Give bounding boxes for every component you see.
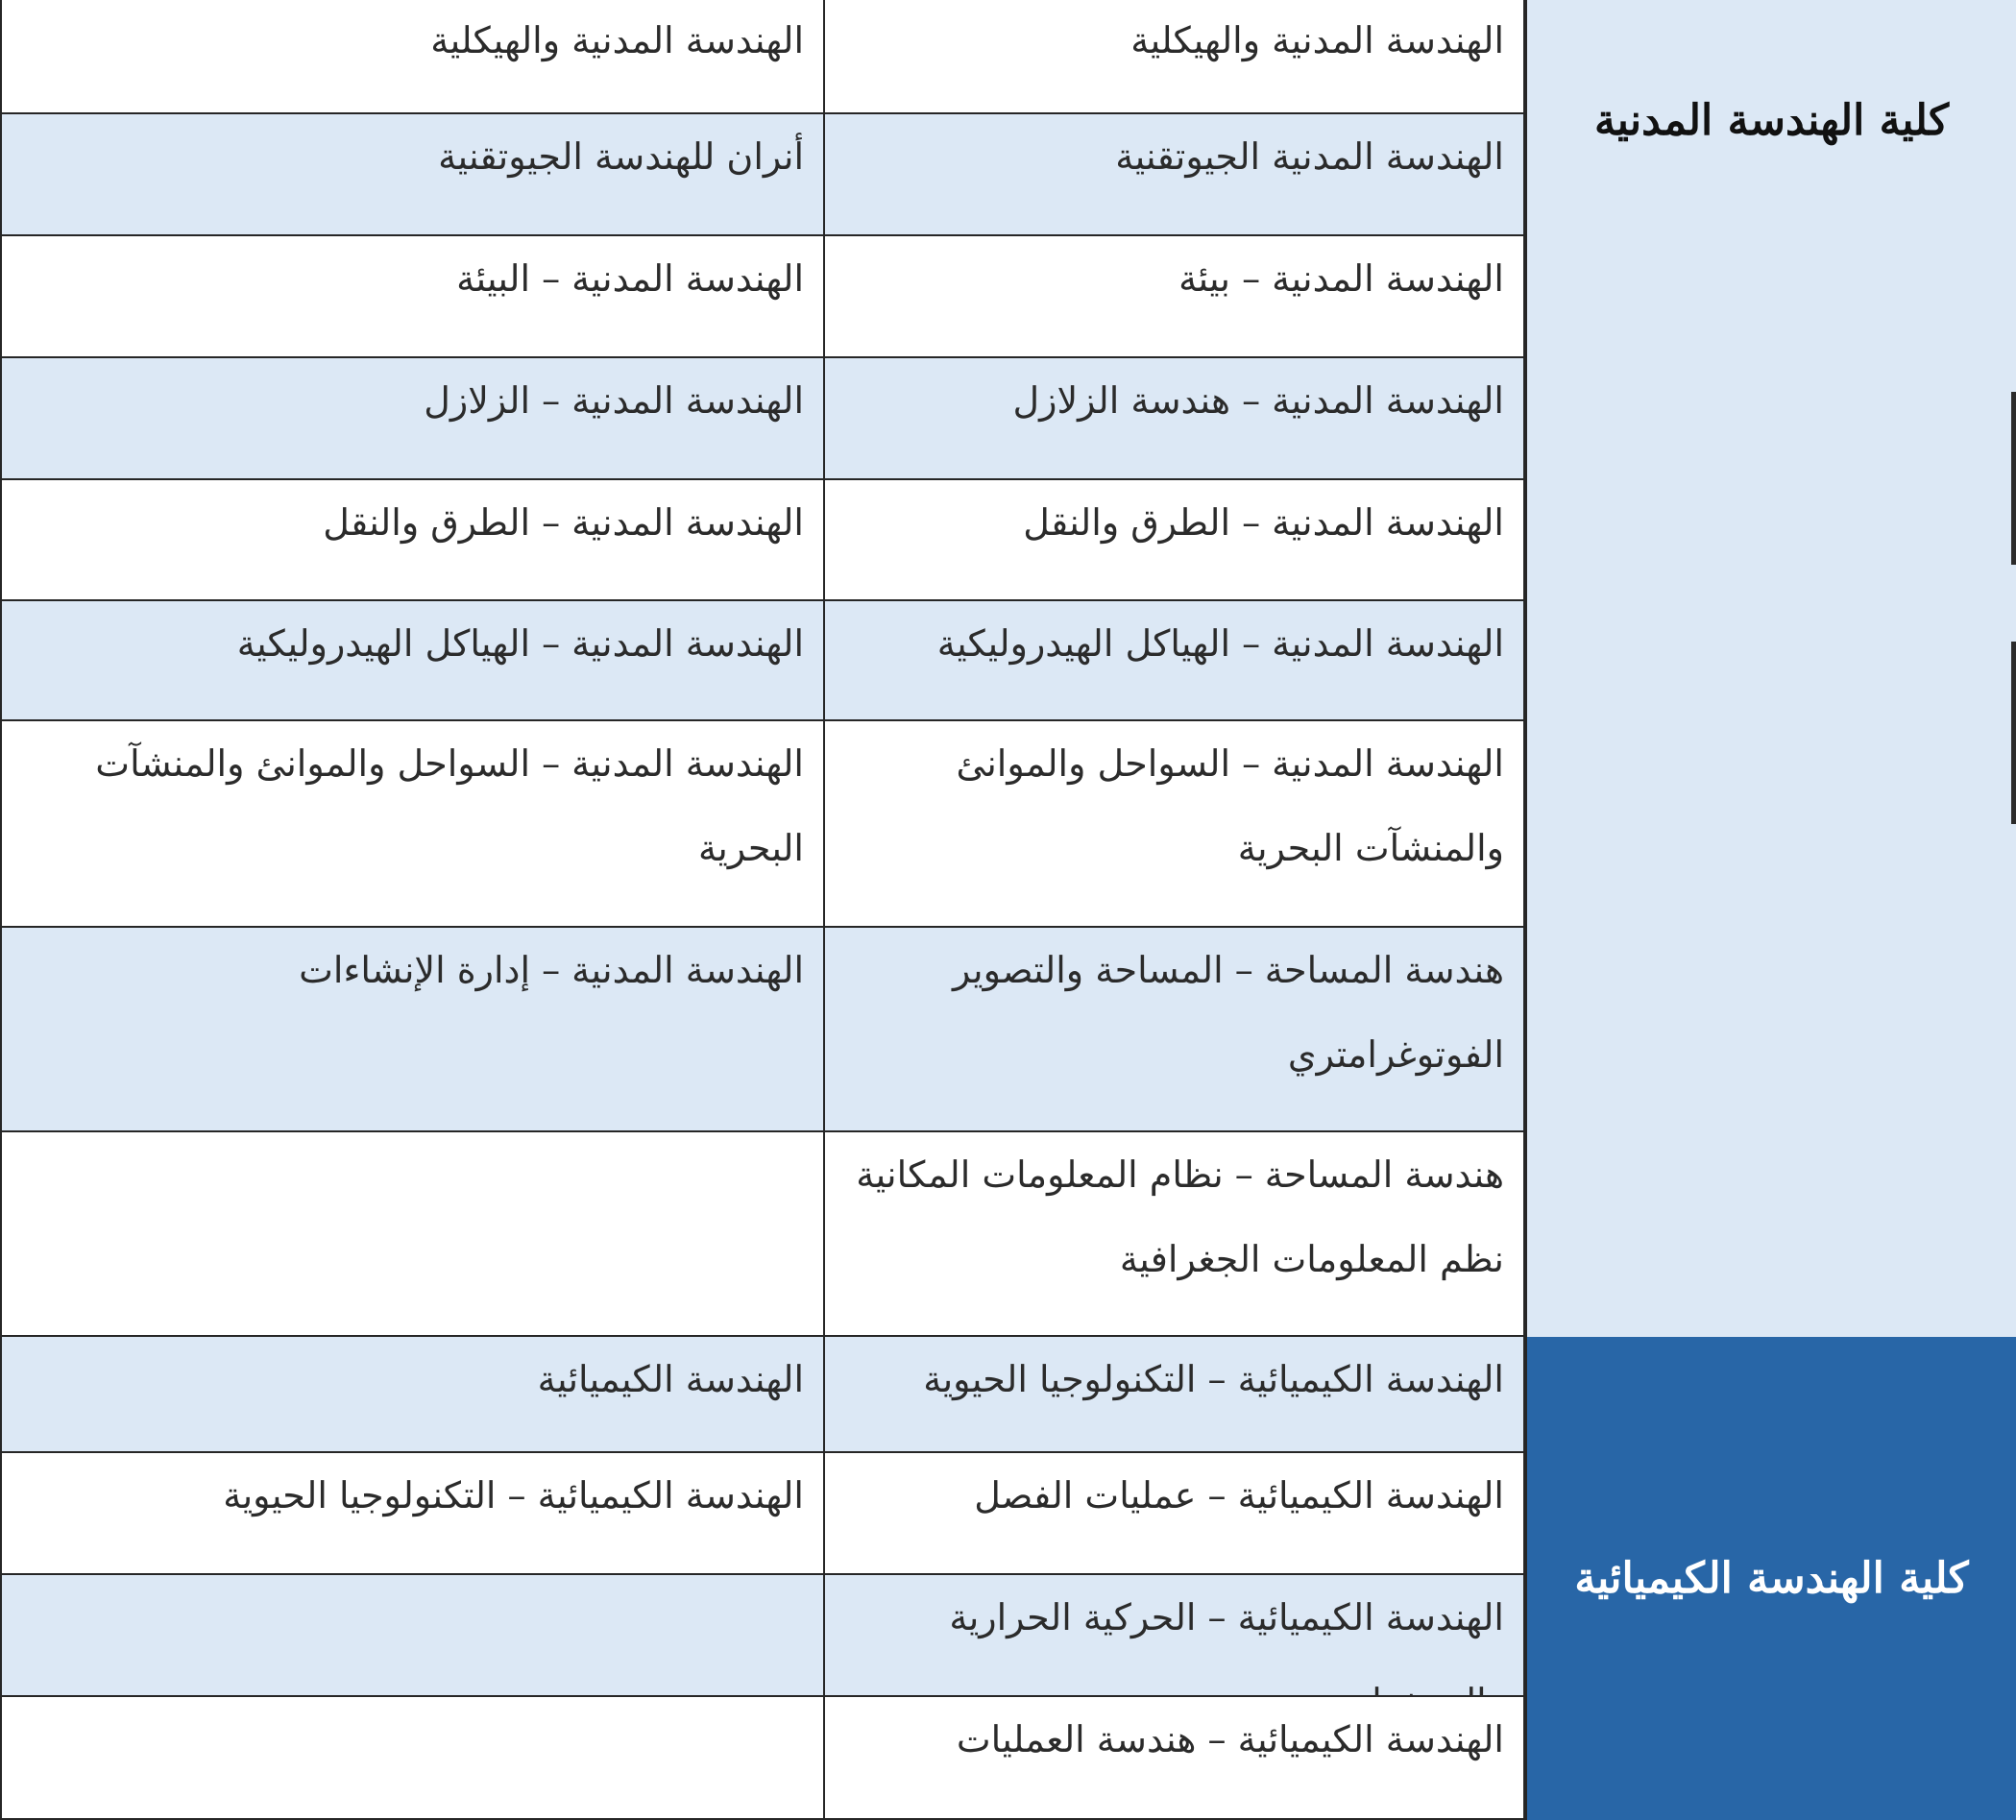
table-row <box>0 601 1525 721</box>
program-cell: الهندسة المدنية الجيوتقنية <box>825 114 1525 236</box>
edge-divider <box>2011 392 2016 565</box>
alt-program-cell: الهندسة المدنية – الهياكل الهيدروليكية <box>0 601 825 721</box>
program-cell: الهندسة الكيميائية – الحركية الحرارية <box>825 1575 1525 1697</box>
alt-program-cell: الهندسة الكيميائية <box>0 1337 825 1453</box>
program-cell: الهندسة المدنية – بيئة <box>825 236 1525 358</box>
edge-divider <box>2011 642 2016 824</box>
table-row <box>0 928 1525 1132</box>
program-cell: الهندسة المدنية – هندسة الزلازل <box>825 358 1525 480</box>
program-cell: هندسة المساحة – نظام المعلومات المكانية نظم المعلومات الجغرافية <box>825 1132 1525 1337</box>
table-row <box>0 236 1525 358</box>
table-row <box>0 721 1525 928</box>
table-row <box>0 1337 1525 1453</box>
alt-program-cell: الهندسة المدنية – الزلازل <box>0 358 825 480</box>
table-row <box>0 1453 1525 1575</box>
program-cell: الهندسة الكيميائية – عمليات الفصل <box>825 1453 1525 1575</box>
alt-program-cell: الهندسة المدنية والهيكلية <box>0 0 825 114</box>
table-row <box>0 358 1525 480</box>
table-row <box>0 1575 1525 1697</box>
table-row <box>0 480 1525 601</box>
college-civil-engineering <box>1525 0 2016 1337</box>
table-row <box>0 114 1525 236</box>
alt-program-cell <box>0 1575 825 1697</box>
program-cell: الهندسة المدنية – الهياكل الهيدروليكية <box>825 601 1525 721</box>
table-row <box>0 1132 1525 1337</box>
program-cell: الهندسة المدنية والهيكلية <box>825 0 1525 114</box>
alt-program-cell: الهندسة المدنية – الطرق والنقل <box>0 480 825 601</box>
program-cell: الهندسة المدنية – السواحل والموانئ والمنشآت البحرية <box>825 721 1525 928</box>
program-cell: الهندسة الكيميائية – هندسة العمليات <box>825 1697 1525 1820</box>
alt-program-cell <box>0 1132 825 1337</box>
program-cell: هندسة المساحة – المساحة والتصوير الفوتوغرامتري <box>825 928 1525 1132</box>
alt-program-cell: أنران للهندسة الجيوتقنية <box>0 114 825 236</box>
alt-program-cell: الهندسة المدنية – السواحل والموانئ والمنشآت البحرية <box>0 721 825 928</box>
college-civil-label: كلية الهندسة المدنية <box>1593 95 1950 145</box>
program-cell: الهندسة المدنية – الطرق والنقل <box>825 480 1525 601</box>
table-row <box>0 1697 1525 1820</box>
alt-program-cell: الهندسة الكيميائية – التكنولوجيا الحيوية <box>0 1453 825 1575</box>
alt-program-cell: الهندسة المدنية – البيئة <box>0 236 825 358</box>
college-chemical-engineering <box>1525 1337 2016 1820</box>
program-cell: الهندسة الكيميائية – التكنولوجيا الحيوية <box>825 1337 1525 1453</box>
alt-program-cell <box>0 1697 825 1820</box>
alt-program-cell: الهندسة المدنية – إدارة الإنشاءات <box>0 928 825 1132</box>
college-chemical-label: كلية الهندسة الكيميائية <box>1574 1554 1969 1603</box>
table-row <box>0 0 1525 114</box>
